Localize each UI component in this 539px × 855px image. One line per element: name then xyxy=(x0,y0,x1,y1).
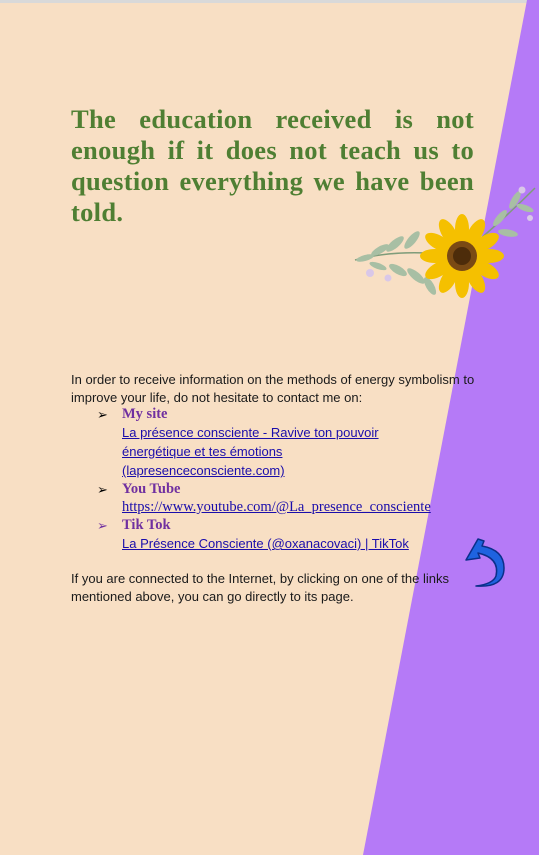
link-label-tiktok: Tik Tok xyxy=(122,517,171,533)
link-label-youtube: You Tube xyxy=(122,481,181,497)
arrowhead-bullet-icon: ➢ xyxy=(97,482,108,497)
arrowhead-bullet-icon: ➢ xyxy=(97,518,108,533)
intro-text: In order to receive information on the methods of energy symbolism to improve your life, do not hesitate to contact me on: xyxy=(71,372,475,405)
tiktok-link[interactable]: La Présence Consciente (@oxanacovaci) | TikTok xyxy=(122,536,409,551)
my-site-link[interactable]: La présence consciente - Ravive ton pouvoir énergétique et tes émotions (lapresenceconsciente.com) xyxy=(122,425,379,478)
youtube-link[interactable]: https://www.youtube.com/@La_presence_consciente xyxy=(122,499,431,515)
sunflower-bouquet-image xyxy=(350,178,539,308)
list-item xyxy=(97,405,431,480)
list-item xyxy=(97,516,431,553)
list-item xyxy=(97,480,431,516)
closing-text: If you are connected to the Internet, by clicking on one of the links mentioned above, you can go directly to its page. xyxy=(71,571,449,604)
contact-links-list xyxy=(97,405,431,553)
arrowhead-bullet-icon: ➢ xyxy=(97,407,108,422)
quote-heading: The education received is not enough if it does not teach us to question everything we have been told. xyxy=(71,104,474,227)
link-label-my-site: My site xyxy=(122,406,168,422)
